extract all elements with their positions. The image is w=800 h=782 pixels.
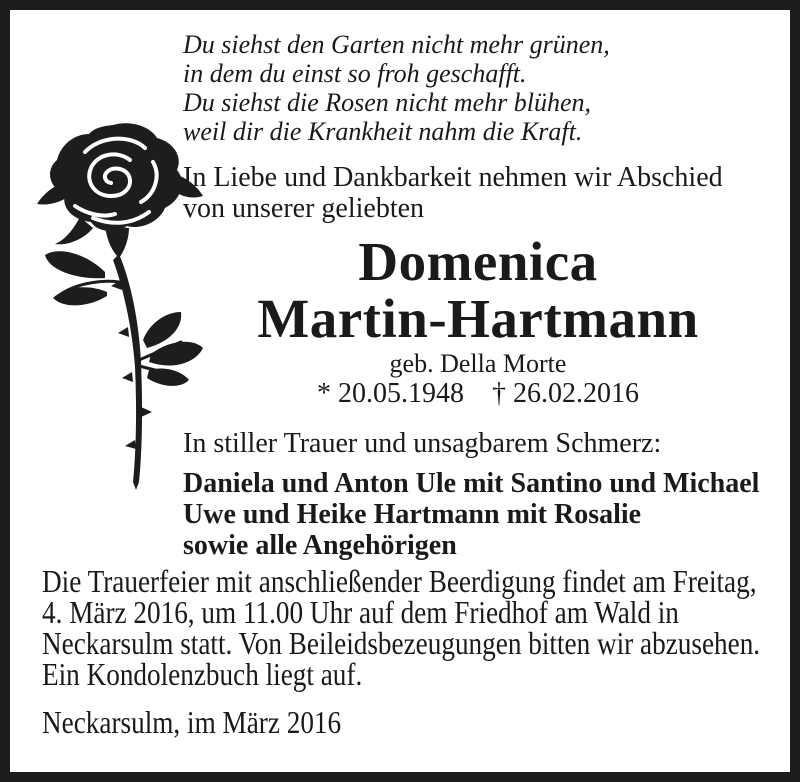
- deceased-name: [183, 233, 773, 347]
- death-date: † 26.02.2016: [492, 378, 639, 409]
- mourner-line: Uwe und Heike Hartmann mit Rosalie: [183, 499, 642, 530]
- funeral-info-line: Die Trauerfeier mit anschließender Beerdigung findet am Freitag,: [42, 563, 757, 599]
- maiden-name: geb. Della Morte: [389, 349, 567, 378]
- mourner-line: sowie alle Angehörigen: [183, 530, 457, 561]
- poem-line: weil dir die Krankheit nahm die Kraft.: [183, 117, 583, 146]
- poem: [183, 30, 773, 146]
- farewell-intro-line: von unserer geliebten: [183, 193, 425, 224]
- notice-body: [183, 30, 773, 561]
- birth-date: * 20.05.1948: [317, 378, 464, 409]
- funeral-info-line: 4. März 2016, um 11.00 Uhr auf dem Friedhof am Wald in: [42, 594, 679, 630]
- deceased-last-name: Martin-Hartmann: [257, 288, 699, 349]
- farewell-intro-line: In Liebe und Dankbarkeit nehmen wir Abschied: [183, 162, 723, 193]
- poem-line: Du siehst die Rosen nicht mehr blühen,: [183, 88, 591, 117]
- mourners-list: [183, 468, 773, 561]
- funeral-info: [42, 563, 761, 692]
- funeral-info-section: [42, 563, 782, 740]
- funeral-info-line: Ein Kondolenzbuch liegt auf.: [42, 656, 363, 692]
- life-dates: [183, 379, 773, 409]
- mourning-intro: In stiller Trauer und unsagbarem Schmerz:: [183, 428, 662, 459]
- deceased-first-name: Domenica: [358, 231, 598, 292]
- rose-icon: [35, 122, 205, 492]
- place-and-date: Neckarsulm, im März 2016: [42, 704, 342, 740]
- mourner-line: Daniela und Anton Ule mit Santino und Michael: [183, 468, 760, 499]
- funeral-info-line: Neckarsulm statt. Von Beileidsbezeugungen bitten wir abzusehen.: [42, 625, 761, 661]
- poem-line: in dem du einst so froh geschafft.: [183, 59, 527, 88]
- farewell-intro: [183, 162, 773, 224]
- poem-line: Du siehst den Garten nicht mehr grünen,: [183, 30, 610, 59]
